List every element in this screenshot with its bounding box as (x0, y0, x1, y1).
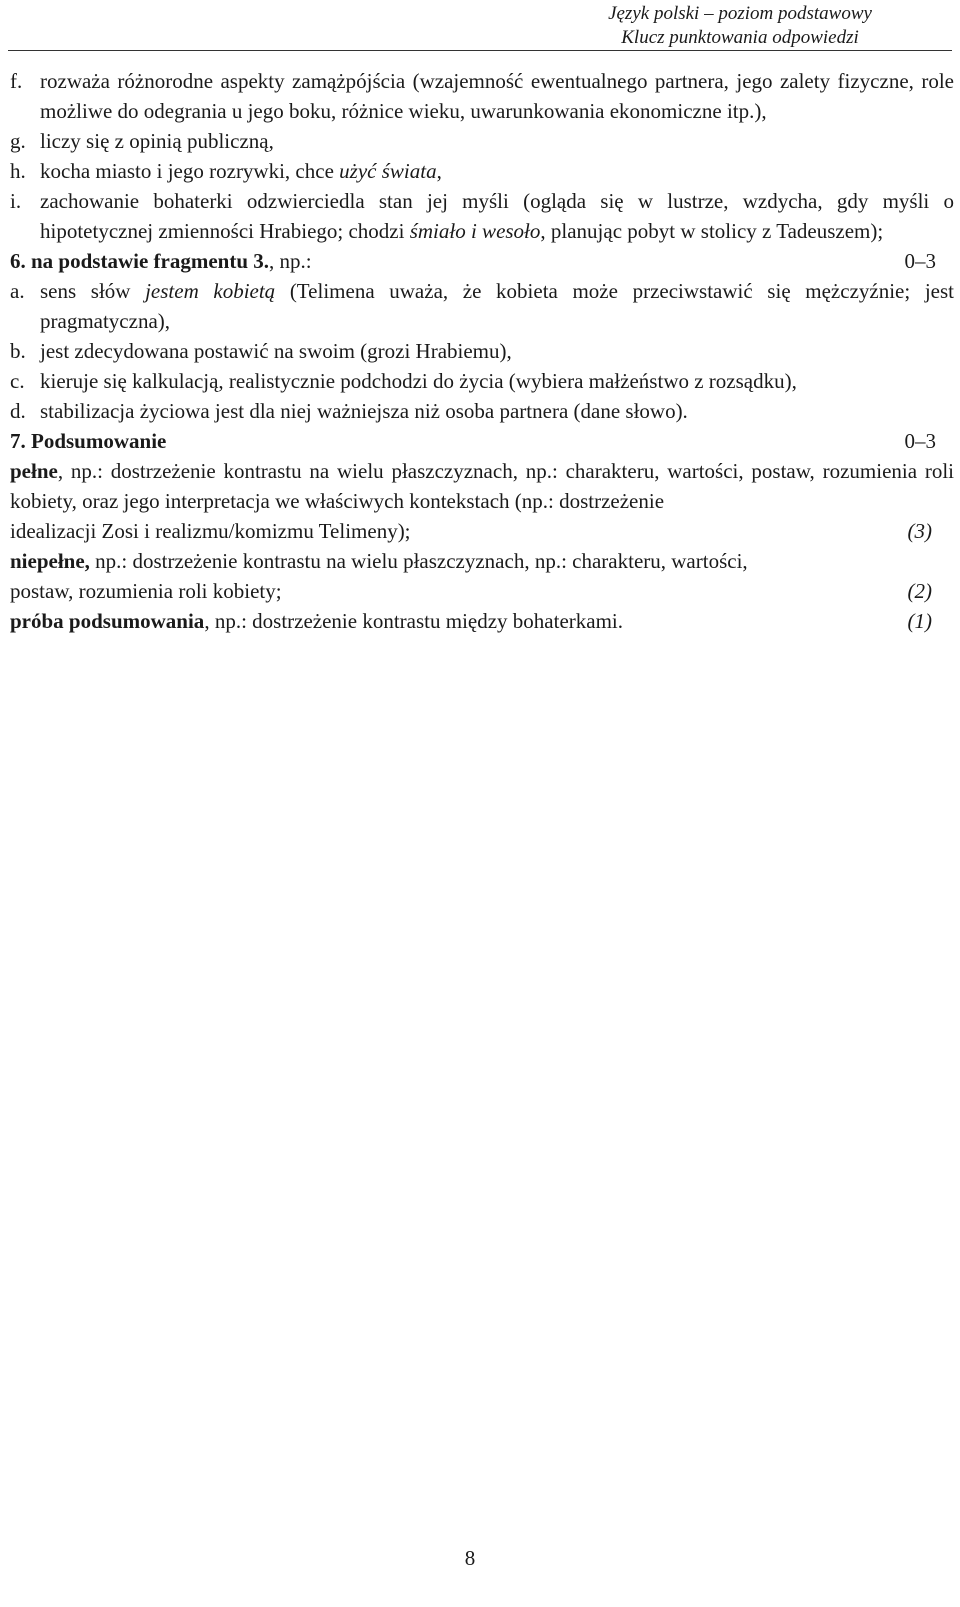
points-mark: (3) (907, 519, 932, 543)
list-item: a. sens słów jestem kobietą (Telimena uważa, że kobieta może przeciwstawić się mężczyźnie; jest pragmatyczna), (10, 279, 954, 333)
page-header (0, 2, 900, 50)
section-6-score: 0–3 (904, 249, 936, 273)
section-7-score: 0–3 (904, 429, 936, 453)
answer-key-content (10, 66, 954, 636)
list-item: f. rozważa różnorodne aspekty zamążpójścia (wzajemność ewentualnego partnera, jego zalety fizyczne, role możliwe do odegrania u jego boku, różnice wieku, uwarunkowania ekonomiczne itp.), (10, 69, 954, 123)
list-item: c. kieruje się kalkulacją, realistycznie podchodzi do życia (wybiera małżeństwo z rozsądku), (10, 369, 797, 393)
list-item: b. jest zdecydowana postawić na swoim (grozi Hrabiemu), (10, 339, 512, 363)
criterion-attempt: próba podsumowania, np.: dostrzeżenie kontrastu między bohaterkami. (1) (10, 606, 954, 636)
header-subtitle: Klucz punktowania odpowiedzi (621, 27, 859, 48)
points-mark: (1) (907, 609, 932, 633)
list-item: i. zachowanie bohaterki odzwierciedla stan jej myśli (ogląda się w lustrze, wzdycha, gdy myśli o hipotetycznej zmienności Hrabiego; chodzi śmiało i wesoło, planując pobyt w stolicy z Tadeuszem); (10, 189, 954, 243)
section-7-heading: 7. Podsumowanie 0–3 (10, 426, 954, 456)
section-6-heading: 6. na podstawie fragmentu 3., np.: 0–3 (10, 246, 954, 276)
header-subject: Język polski – poziom podstawowy (608, 3, 872, 24)
points-mark: (2) (907, 579, 932, 603)
page-number: 8 (464, 1546, 476, 1570)
list-item: g. liczy się z opinią publiczną, (10, 129, 274, 153)
header-rule (8, 50, 952, 51)
criterion-full: pełne, np.: dostrzeżenie kontrastu na wielu płaszczyznach, np.: charakteru, wartości, postaw, rozumienia roli kobiety, oraz jego interpretacja we właściwych kontekstach (np.: dostrzeżenie idealizacji Zosi i realizmu/komizmu Telimeny); (3) (10, 456, 954, 546)
criterion-partial: niepełne, np.: dostrzeżenie kontrastu na wielu płaszczyznach, np.: charakteru, wartości, postaw, rozumienia roli kobiety; (2) (10, 546, 954, 606)
list-item: h. kocha miasto i jego rozrywki, chce użyć świata, (10, 159, 442, 183)
list-item: d. stabilizacja życiowa jest dla niej ważniejsza niż osoba partnera (dane słowo). (10, 399, 688, 423)
